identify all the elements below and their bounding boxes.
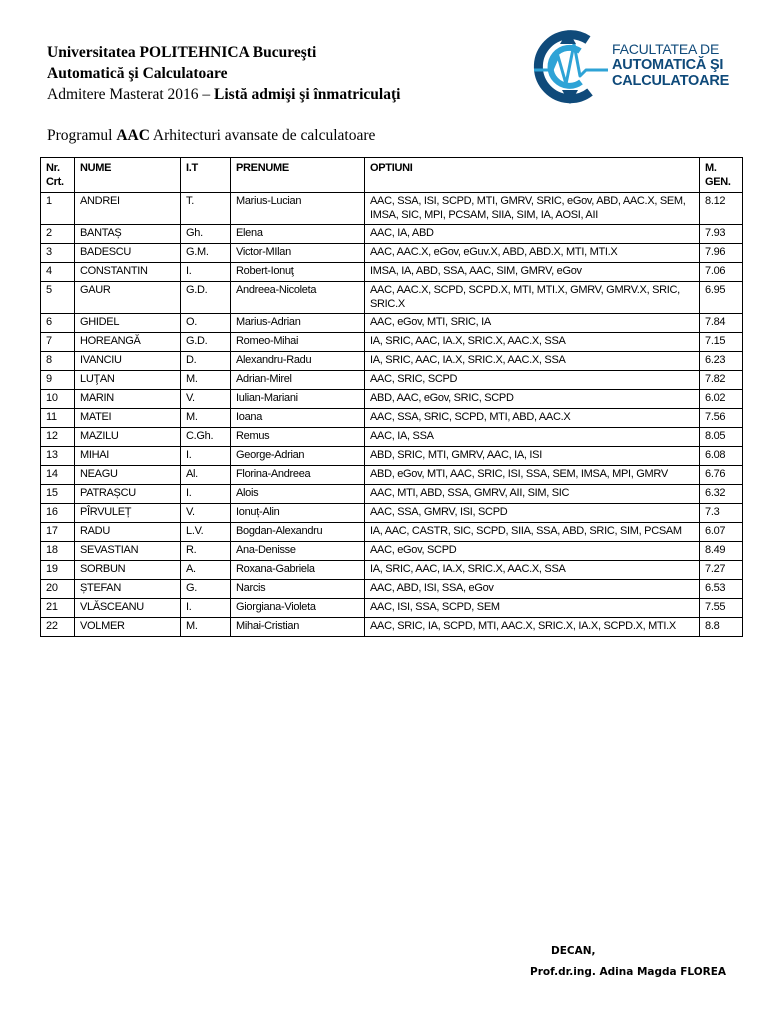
cell-mgen: 7.84	[700, 314, 743, 333]
cell-mgen: 6.23	[700, 352, 743, 371]
cell-it: C.Gh.	[181, 428, 231, 447]
cell-prenume: Ana-Denisse	[231, 542, 365, 561]
cell-nume: GHIDEL	[75, 314, 181, 333]
cell-nume: PATRAȘCU	[75, 485, 181, 504]
cell-optiuni: AAC, SSA, ISI, SCPD, MTI, GMRV, SRIC, eGov, ABD, AAC.X, SEM, IMSA, SIC, MPI, PCSAM, SIIA, SIM, IA, AOSI, AII	[365, 193, 700, 225]
header-nume: NUME	[75, 158, 181, 193]
cell-nr: 21	[41, 599, 75, 618]
table-header-row	[41, 158, 743, 193]
cell-nr: 14	[41, 466, 75, 485]
cell-optiuni: AAC, AAC.X, SCPD, SCPD.X, MTI, MTI.X, GMRV, GMRV.X, SRIC, SRIC.X	[365, 282, 700, 314]
cell-nume: MAZILU	[75, 428, 181, 447]
admission-title	[47, 84, 400, 105]
cell-it: A.	[181, 561, 231, 580]
cell-optiuni: AAC, ISI, SSA, SCPD, SEM	[365, 599, 700, 618]
cell-nr: 12	[41, 428, 75, 447]
cell-nume: MIHAI	[75, 447, 181, 466]
cell-prenume: Alexandru-Radu	[231, 352, 365, 371]
cell-nr: 1	[41, 193, 75, 225]
table-row	[41, 193, 743, 225]
cell-it: T.	[181, 193, 231, 225]
cell-it: Gh.	[181, 225, 231, 244]
cell-prenume: Giorgiana-Violeta	[231, 599, 365, 618]
cell-mgen: 7.93	[700, 225, 743, 244]
cell-nr: 11	[41, 409, 75, 428]
cell-optiuni: AAC, SRIC, SCPD	[365, 371, 700, 390]
header-it: I.T	[181, 158, 231, 193]
cell-nume: ȘTEFAN	[75, 580, 181, 599]
cell-optiuni: AAC, SSA, SRIC, SCPD, MTI, ABD, AAC.X	[365, 409, 700, 428]
cell-it: M.	[181, 371, 231, 390]
cell-prenume: Remus	[231, 428, 365, 447]
cell-mgen: 6.08	[700, 447, 743, 466]
cell-optiuni: AAC, eGov, MTI, SRIC, IA	[365, 314, 700, 333]
cell-mgen: 8.05	[700, 428, 743, 447]
cell-it: G.D.	[181, 333, 231, 352]
table-row	[41, 282, 743, 314]
admission-list-title: Listă admişi şi înmatriculaţi	[214, 86, 401, 103]
cell-prenume: Alois	[231, 485, 365, 504]
table-row	[41, 466, 743, 485]
header-nr: Nr. Crt.	[41, 158, 75, 193]
cell-nr: 13	[41, 447, 75, 466]
cell-prenume: Andreea-Nicoleta	[231, 282, 365, 314]
table-row	[41, 225, 743, 244]
dean-title: DECAN,	[551, 945, 596, 957]
table-row	[41, 314, 743, 333]
table-row	[41, 542, 743, 561]
table-row	[41, 580, 743, 599]
cell-prenume: Narcis	[231, 580, 365, 599]
cell-it: I.	[181, 447, 231, 466]
cell-nr: 19	[41, 561, 75, 580]
cell-it: D.	[181, 352, 231, 371]
cell-prenume: Ionuț-Alin	[231, 504, 365, 523]
program-prefix: Programul	[47, 127, 117, 144]
cell-optiuni: AAC, eGov, SCPD	[365, 542, 700, 561]
cell-nr: 10	[41, 390, 75, 409]
cell-nume: BANTAȘ	[75, 225, 181, 244]
cell-nr: 16	[41, 504, 75, 523]
university-name: Universitatea POLITEHNICA Bucureşti	[47, 44, 317, 61]
cell-nume: HOREANGĂ	[75, 333, 181, 352]
cell-mgen: 7.15	[700, 333, 743, 352]
table-row	[41, 523, 743, 542]
table-row	[41, 618, 743, 637]
cell-nr: 22	[41, 618, 75, 637]
cell-mgen: 7.06	[700, 263, 743, 282]
logo-line-1: FACULTATEA DE	[612, 41, 720, 57]
cell-optiuni: IA, SRIC, AAC, IA.X, SRIC.X, AAC.X, SSA	[365, 561, 700, 580]
cell-optiuni: ABD, eGov, MTI, AAC, SRIC, ISI, SSA, SEM, IMSA, MPI, GMRV	[365, 466, 700, 485]
cell-nume: PÎRVULEȚ	[75, 504, 181, 523]
cell-mgen: 7.55	[700, 599, 743, 618]
cell-prenume: Romeo-Mihai	[231, 333, 365, 352]
logo-line-2: AUTOMATICĂ ŞI	[612, 57, 724, 73]
cell-it: I.	[181, 599, 231, 618]
cell-optiuni: IA, SRIC, AAC, IA.X, SRIC.X, AAC.X, SSA	[365, 333, 700, 352]
cell-optiuni: IA, SRIC, AAC, IA.X, SRIC.X, AAC.X, SSA	[365, 352, 700, 371]
cell-it: Al.	[181, 466, 231, 485]
cell-nr: 15	[41, 485, 75, 504]
cell-it: R.	[181, 542, 231, 561]
admitted-students-table	[40, 157, 743, 637]
cell-nume: RADU	[75, 523, 181, 542]
cell-mgen: 6.95	[700, 282, 743, 314]
cell-prenume: Iulian-Mariani	[231, 390, 365, 409]
cell-prenume: Roxana-Gabriela	[231, 561, 365, 580]
cell-optiuni: AAC, SSA, GMRV, ISI, SCPD	[365, 504, 700, 523]
dean-name: Prof.dr.ing. Adina Magda FLOREA	[530, 966, 727, 978]
cell-mgen: 7.56	[700, 409, 743, 428]
cell-nr: 9	[41, 371, 75, 390]
cell-mgen: 7.96	[700, 244, 743, 263]
header-mgen: M. GEN.	[700, 158, 743, 193]
table-row	[41, 244, 743, 263]
program-name: Arhitecturi avansate de calculatoare	[149, 127, 376, 144]
cell-mgen: 7.3	[700, 504, 743, 523]
cell-nume: LUŢAN	[75, 371, 181, 390]
cell-prenume: Marius-Lucian	[231, 193, 365, 225]
cell-it: G.D.	[181, 282, 231, 314]
cell-prenume: Adrian-Mirel	[231, 371, 365, 390]
cell-nume: MARIN	[75, 390, 181, 409]
table-row	[41, 485, 743, 504]
cell-mgen: 7.27	[700, 561, 743, 580]
cell-mgen: 8.49	[700, 542, 743, 561]
cell-it: L.V.	[181, 523, 231, 542]
cell-optiuni: AAC, IA, ABD	[365, 225, 700, 244]
cell-prenume: Bogdan-Alexandru	[231, 523, 365, 542]
cell-it: M.	[181, 409, 231, 428]
cell-mgen: 7.82	[700, 371, 743, 390]
cell-mgen: 6.32	[700, 485, 743, 504]
cell-nr: 8	[41, 352, 75, 371]
cell-mgen: 6.53	[700, 580, 743, 599]
cell-mgen: 6.76	[700, 466, 743, 485]
cell-it: M.	[181, 618, 231, 637]
table-row	[41, 390, 743, 409]
table-row	[41, 447, 743, 466]
program-title	[47, 127, 375, 145]
table-row	[41, 352, 743, 371]
cell-nr: 17	[41, 523, 75, 542]
cell-nr: 6	[41, 314, 75, 333]
cell-nr: 7	[41, 333, 75, 352]
cell-prenume: George-Adrian	[231, 447, 365, 466]
cell-mgen: 6.02	[700, 390, 743, 409]
cell-nume: SORBUN	[75, 561, 181, 580]
cell-optiuni: ABD, AAC, eGov, SRIC, SCPD	[365, 390, 700, 409]
cell-nume: MATEI	[75, 409, 181, 428]
table-row	[41, 371, 743, 390]
cell-nr: 4	[41, 263, 75, 282]
table-row	[41, 409, 743, 428]
cell-it: I.	[181, 485, 231, 504]
cell-optiuni: AAC, MTI, ABD, SSA, GMRV, AII, SIM, SIC	[365, 485, 700, 504]
table-row	[41, 333, 743, 352]
cell-prenume: Florina-Andreea	[231, 466, 365, 485]
cell-optiuni: AAC, ABD, ISI, SSA, eGov	[365, 580, 700, 599]
cell-nr: 5	[41, 282, 75, 314]
cell-nume: IVANCIU	[75, 352, 181, 371]
cell-prenume: Victor-MIlan	[231, 244, 365, 263]
cell-nume: CONSTANTIN	[75, 263, 181, 282]
cell-nume: BADESCU	[75, 244, 181, 263]
document-header	[47, 42, 400, 105]
table-row	[41, 561, 743, 580]
cell-it: G.	[181, 580, 231, 599]
cell-prenume: Mihai-Cristian	[231, 618, 365, 637]
faculty-logo-icon	[530, 26, 610, 108]
cell-nume: SEVASTIAN	[75, 542, 181, 561]
faculty-logo	[530, 26, 730, 108]
faculty-name: Automatică şi Calculatoare	[47, 65, 228, 82]
program-code: AAC	[116, 127, 150, 144]
table-body	[41, 193, 743, 637]
cell-optiuni: ABD, SRIC, MTI, GMRV, AAC, IA, ISI	[365, 447, 700, 466]
table-row	[41, 263, 743, 282]
cell-mgen: 6.07	[700, 523, 743, 542]
cell-it: O.	[181, 314, 231, 333]
cell-prenume: Elena	[231, 225, 365, 244]
table-row	[41, 504, 743, 523]
cell-it: G.M.	[181, 244, 231, 263]
table-row	[41, 599, 743, 618]
cell-nr: 20	[41, 580, 75, 599]
cell-optiuni: IA, AAC, CASTR, SIC, SCPD, SIIA, SSA, ABD, SRIC, SIM, PCSAM	[365, 523, 700, 542]
logo-line-3: CALCULATOARE	[612, 73, 730, 89]
cell-nume: GAUR	[75, 282, 181, 314]
cell-optiuni: IMSA, IA, ABD, SSA, AAC, SIM, GMRV, eGov	[365, 263, 700, 282]
cell-it: V.	[181, 390, 231, 409]
cell-nume: ANDREI	[75, 193, 181, 225]
cell-optiuni: AAC, SRIC, IA, SCPD, MTI, AAC.X, SRIC.X, IA.X, SCPD.X, MTI.X	[365, 618, 700, 637]
cell-nr: 2	[41, 225, 75, 244]
cell-nume: NEAGU	[75, 466, 181, 485]
cell-prenume: Robert-Ionuţ	[231, 263, 365, 282]
cell-prenume: Ioana	[231, 409, 365, 428]
cell-it: V.	[181, 504, 231, 523]
header-prenume: PRENUME	[231, 158, 365, 193]
cell-nr: 3	[41, 244, 75, 263]
cell-nr: 18	[41, 542, 75, 561]
cell-optiuni: AAC, AAC.X, eGov, eGuv.X, ABD, ABD.X, MTI, MTI.X	[365, 244, 700, 263]
cell-nume: VOLMER	[75, 618, 181, 637]
cell-mgen: 8.12	[700, 193, 743, 225]
cell-it: I.	[181, 263, 231, 282]
table-row	[41, 428, 743, 447]
cell-nume: VLĂSCEANU	[75, 599, 181, 618]
admission-year: Admitere Masterat 2016 –	[47, 86, 215, 103]
cell-mgen: 8.8	[700, 618, 743, 637]
cell-prenume: Marius-Adrian	[231, 314, 365, 333]
header-optiuni: OPTIUNI	[365, 158, 700, 193]
cell-optiuni: AAC, IA, SSA	[365, 428, 700, 447]
